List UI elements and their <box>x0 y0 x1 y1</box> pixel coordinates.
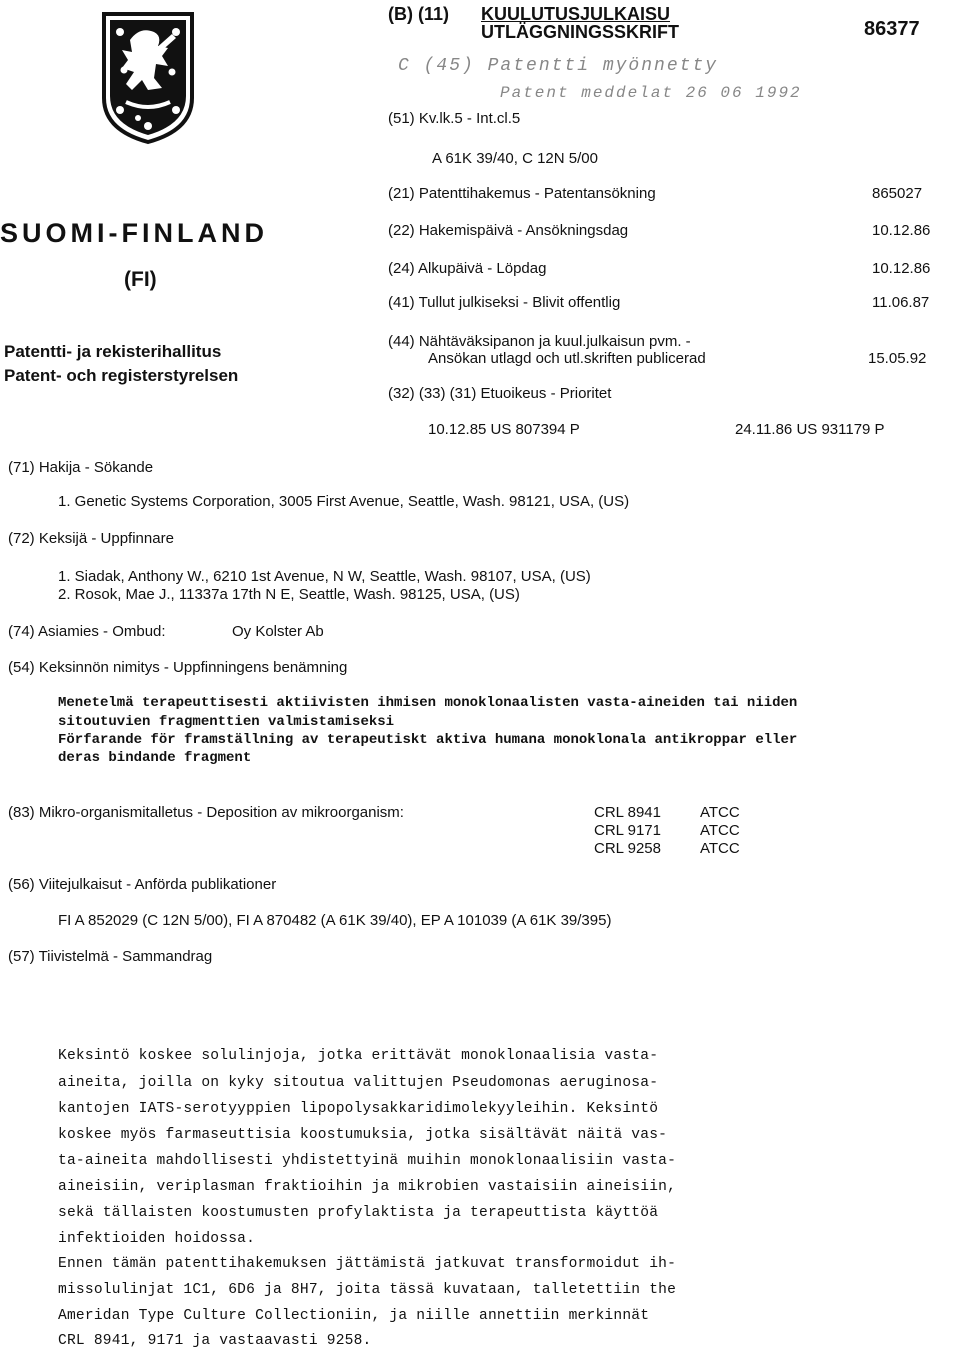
references-value: FI A 852029 (C 12N 5/00), FI A 870482 (A 61K 39/40), EP A 101039 (A 61K 39/395) <box>58 912 612 929</box>
abstract-line: aineisiin, veriplasman fraktioihin ja mikrobien vastaisiin aineisiin, <box>58 1179 677 1195</box>
abstract-line: infektioiden hoidossa. <box>58 1231 256 1247</box>
abstract-line: missolulinjat 1C1, 6D6 ja 8H7, joita tässä kuvataan, talletettiin the <box>58 1282 677 1298</box>
deposition-label: (83) Mikro-organismitalletus - Deposition av mikroorganism: <box>8 804 404 821</box>
deposition-code: CRL 8941 <box>594 804 661 821</box>
deposition-org: ATCC <box>700 804 740 821</box>
country-code: (FI) <box>124 268 157 291</box>
classification-label: (51) Kv.lk.5 - Int.cl.5 <box>388 110 521 127</box>
applicant-value: 1. Genetic Systems Corporation, 3005 First Avenue, Seattle, Wash. 98121, USA, (US) <box>58 493 630 510</box>
invention-title-line: Menetelmä terapeuttisesti aktiivisten ihmisen monoklonaalisten vasta-aineiden tai niiden <box>58 695 798 711</box>
inventors-label: (72) Keksijä - Uppfinnare <box>8 530 174 547</box>
field-41-label: (41) Tullut julkiseksi - Blivit offentlig <box>388 294 621 311</box>
office-name-sv: Patent- och registerstyrelsen <box>4 366 239 385</box>
office-name-fi: Patentti- ja rekisterihallitus <box>4 342 222 361</box>
abstract-line: Ameridan Type Culture Collectioniin, ja niille annettiin merkinnät <box>58 1308 650 1324</box>
abstract-line: CRL 8941, 9171 ja vastaavasti 9258. <box>58 1333 372 1349</box>
country-name: SUOMI-FINLAND <box>0 218 268 248</box>
invention-title-line: sitoutuvien fragmenttien valmistamiseksi <box>58 714 395 730</box>
inventor-2: 2. Rosok, Mae J., 11337a 17th N E, Seattle, Wash. 98125, USA, (US) <box>58 586 520 603</box>
priority-entry-1: 10.12.85 US 807394 P <box>428 421 580 438</box>
invention-title-label: (54) Keksinnön nimitys - Uppfinningens benämning <box>8 659 348 676</box>
abstract-line: sekä tällaisten koostumusten profylaktista ja terapeuttista käyttöä <box>58 1205 659 1221</box>
deposition-code: CRL 9258 <box>594 840 661 857</box>
field-44-value: 15.05.92 <box>868 350 927 367</box>
field-24-label: (24) Alkupäivä - Löpdag <box>388 260 547 277</box>
field-41-value: 11.06.87 <box>872 294 930 311</box>
invention-title-line: deras bindande fragment <box>58 750 252 766</box>
grant-line-sv: Patent meddelat 26 06 1992 <box>500 84 802 102</box>
abstract-line: aineita, joilla on kyky sitoutua valittujen Pseudomonas aeruginosa- <box>58 1075 659 1091</box>
agent-label: (74) Asiamies - Ombud: <box>8 623 166 640</box>
priority-label: (32) (33) (31) Etuoikeus - Prioritet <box>388 385 612 402</box>
coat-of-arms-emblem <box>100 10 196 146</box>
deposition-org: ATCC <box>700 840 740 857</box>
classification-value: A 61K 39/40, C 12N 5/00 <box>432 150 598 167</box>
applicant-label: (71) Hakija - Sökande <box>8 459 154 476</box>
field-44-label-fi: (44) Nähtäväksipanon ja kuul.julkaisun pvm. - <box>388 333 691 350</box>
deposition-code: CRL 9171 <box>594 822 661 839</box>
references-label: (56) Viitejulkaisut - Anförda publikationer <box>8 876 277 893</box>
abstract-line: Ennen tämän patenttihakemuksen jättämistä jatkuvat transformoidut ih- <box>58 1256 677 1272</box>
inventor-1: 1. Siadak, Anthony W., 6210 1st Avenue, N W, Seattle, Wash. 98107, USA, (US) <box>58 568 591 585</box>
abstract-line: ta-aineita mahdollisesti yhdistettyinä muihin monoklonaalisiin vasta- <box>58 1153 677 1169</box>
field-44-label-sv: Ansökan utlagd och utl.skriften publicerad <box>428 350 706 367</box>
abstract-label: (57) Tiivistelmä - Sammandrag <box>8 948 213 965</box>
publication-number: 86377 <box>864 18 920 40</box>
field-22-label: (22) Hakemispäivä - Ansökningsdag <box>388 222 629 239</box>
field-21-label: (21) Patenttihakemus - Patentansökning <box>388 185 656 202</box>
deposition-org: ATCC <box>700 822 740 839</box>
invention-title-line: Förfarande för framställning av terapeutiskt aktiva humana monoklonala antikroppar eller <box>58 732 798 748</box>
field-22-value: 10.12.86 <box>872 222 931 239</box>
abstract-line: Keksintö koskee solulinjoja, jotka erittävät monoklonaalisia vasta- <box>58 1048 659 1064</box>
title-sv: UTLÄGGNINGSSKRIFT <box>481 22 679 42</box>
priority-entry-2: 24.11.86 US 931179 P <box>735 421 885 438</box>
grant-line: C (45) Patentti myönnetty <box>398 56 719 76</box>
field-21-value: 865027 <box>872 185 923 202</box>
title-fi: KUULUTUSJULKAISU <box>481 4 670 24</box>
agent-value: Oy Kolster Ab <box>232 623 324 640</box>
kind-code: (B) (11) <box>388 4 450 24</box>
abstract-line: koskee myös farmaseuttisia koostumuksia, jotka sisältävät näitä vas- <box>58 1127 668 1143</box>
field-24-value: 10.12.86 <box>872 260 931 277</box>
abstract-line: kantojen IATS-serotyyppien lipopolysakkaridimolekyyleihin. Keksintö <box>58 1101 659 1117</box>
